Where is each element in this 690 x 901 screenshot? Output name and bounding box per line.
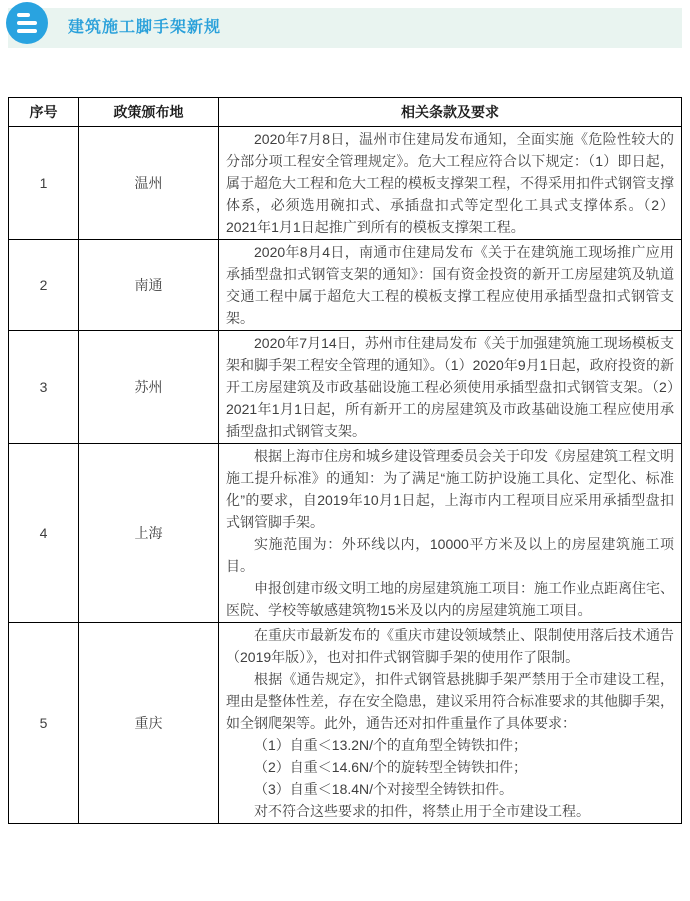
row-number: 1 [9,127,79,240]
row-city: 温州 [79,127,219,240]
content-paragraph: 根据《通告规定》，扣件式钢管悬挑脚手架严禁用于全市建设工程，理由是整体性差，存在安全隐患，建议采用符合标准要求的其他脚手架，如全钢爬架等。此外，通告还对扣件重量作了具体要求： [226,671,674,731]
table-row-nantong [9,240,682,331]
column-header-no: 序号 [9,98,79,127]
row-city: 南通 [79,240,219,331]
table-row-chongqing [9,623,682,824]
list-icon-line [17,29,37,33]
content-paragraph: 实施范围为：外环线以内，10000平方米及以上的房屋建筑施工项目。 [226,536,674,574]
content-paragraph: （3）自重＜18.4N/个对接型全铸铁扣件。 [254,781,514,797]
content-paragraph: 2020年7月8日，温州市住建局发布通知，全面实施《危险性较大的分部分项工程安全管理规定》。危大工程应符合以下规定：（1）即日起，属于超危大工程和危大工程的模板支撑架工程，不得采用扣件式钢管支撑体系，必须选用碗扣式、承插盘扣式等定型化工具式支撑体系。（2）2021年1月1日起推广到所有的模板支撑架工程。 [226,131,674,235]
row-content [219,240,682,331]
row-number: 2 [9,240,79,331]
content-paragraph: （1）自重＜13.2N/个的直角型全铸铁扣件； [254,737,528,753]
row-number: 3 [9,331,79,444]
header-bar [8,8,682,48]
row-number: 5 [9,623,79,824]
column-header-city: 政策颁布地 [79,98,219,127]
content-paragraph: 对不符合这些要求的扣件，将禁止用于全市建设工程。 [254,803,590,819]
row-city: 苏州 [79,331,219,444]
row-content [219,444,682,623]
table-row-wenzhou [9,127,682,240]
list-icon-line [17,13,30,17]
list-icon [6,2,48,44]
column-header-content: 相关条款及要求 [219,98,682,127]
row-content [219,331,682,444]
row-number: 4 [9,444,79,623]
table-row-shanghai [9,444,682,623]
content-paragraph: 2020年8月4日，南通市住建局发布《关于在建筑施工现场推广应用承插型盘扣式钢管支架的通知》：国有资金投资的新开工房屋建筑及轨道交通工程中属于超危大工程的模板支撑工程应使用承插型盘扣式钢管支架。 [226,244,674,326]
content-paragraph: 2020年7月14日，苏州市住建局发布《关于加强建筑施工现场模板支架和脚手架工程安全管理的通知》。（1）2020年9月1日起，政府投资的新开工房屋建筑及市政基础设施工程必须使用承插型盘扣式钢管支架。（2）2021年1月1日起，所有新开工的房屋建筑及市政基础设施工程应使用承插型盘扣式钢管支架。 [226,335,674,439]
list-icon-line [17,21,37,25]
row-city: 重庆 [79,623,219,824]
regulations-table [8,97,682,824]
row-content [219,623,682,824]
content-paragraph: （2）自重＜14.6N/个的旋转型全铸铁扣件； [254,759,528,775]
row-city: 上海 [79,444,219,623]
content-paragraph: 申报创建市级文明工地的房屋建筑施工项目：施工作业点距离住宅、医院、学校等敏感建筑物15米及以内的房屋建筑施工项目。 [226,580,674,618]
table-header-row [9,98,682,127]
content-paragraph: 在重庆市最新发布的《重庆市建设领域禁止、限制使用落后技术通告（2019年版）》，也对扣件式钢管脚手架的使用作了限制。 [226,627,674,665]
content-paragraph: 根据上海市住房和城乡建设管理委员会关于印发《房屋建筑工程文明施工提升标准》的通知：为了满足“施工防护设施工具化、定型化、标准化”的要求，自2019年10月1日起，上海市内工程项目应采用承插型盘扣式钢管脚手架。 [226,448,674,530]
page-title: 建筑施工脚手架新规 [68,19,222,36]
table-row-suzhou [9,331,682,444]
row-content [219,127,682,240]
